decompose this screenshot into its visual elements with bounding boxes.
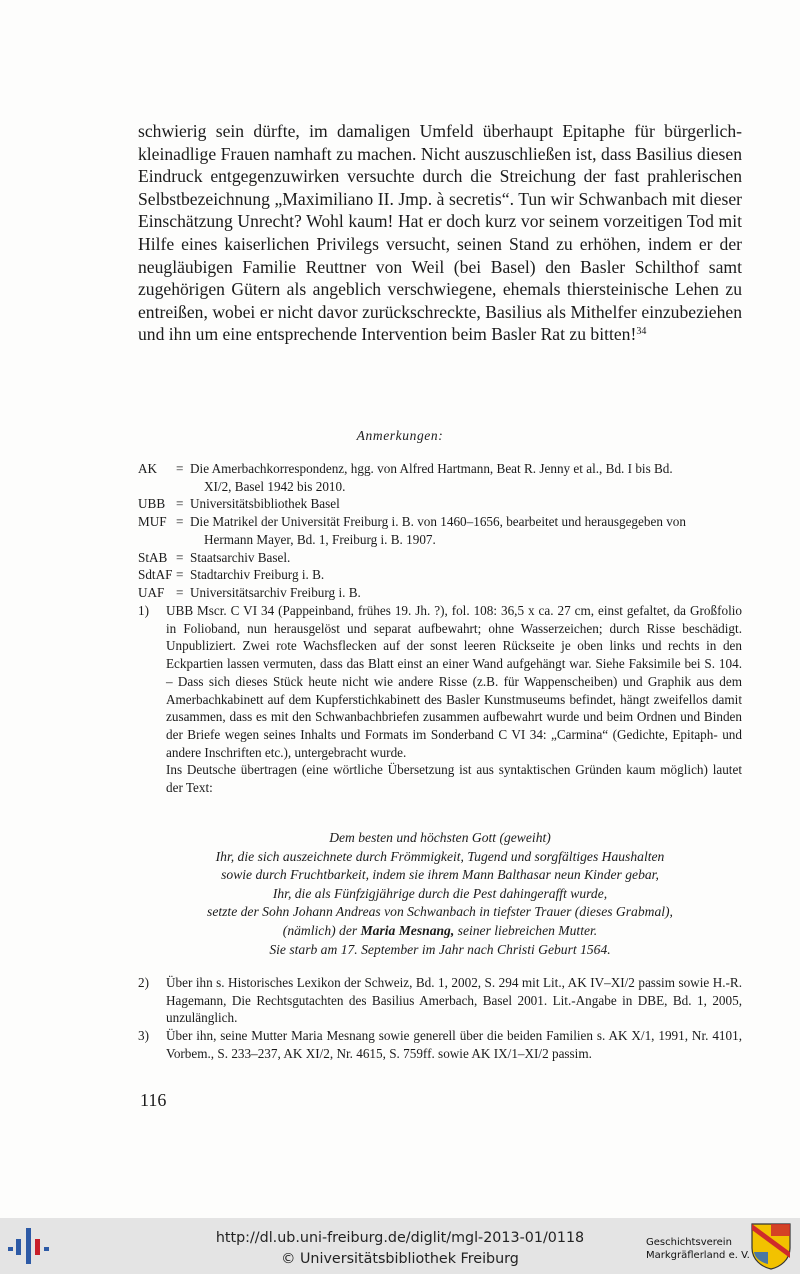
poem-line-text: (nämlich) der (282, 922, 361, 938)
poem-line-text: seiner liebreichen Mutter. (454, 922, 598, 938)
abbreviation-value-line: Die Matrikel der Universität Freiburg i. B. von 1460–1656, bearbeitet und herausgegeben von (190, 514, 686, 530)
poem-line: Ihr, die sich auszeichnete durch Frömmigkeit, Tugend und sorgfältiges Haushalten (215, 848, 665, 864)
abbreviation-key: UAF (138, 584, 165, 600)
abbreviation-value: Stadtarchiv Freiburg i. B. (190, 567, 325, 583)
poem-line: Sie starb am 17. September im Jahr nach Christi Geburt 1564. (269, 941, 611, 957)
poem-line (138, 922, 742, 941)
society-name-line: Geschichtsverein (646, 1237, 732, 1248)
poem-name-emphasis: Maria Mesnang, (360, 922, 455, 938)
note-item (138, 1027, 742, 1062)
abbreviation-value: Staatsarchiv Basel. (190, 549, 291, 565)
equals-sign: = (176, 549, 184, 565)
abbreviation-value (190, 513, 742, 548)
abbreviation-key: SdtAF (138, 567, 173, 583)
equals-sign: = (176, 461, 184, 476)
note-text-main: UBB Mscr. C VI 34 (Pappeinband, frühes 19. Jh. ?), fol. 108: 36,5 x ca. 27 cm, einst gefaltet, da Großfolio in Folioband, nun herausgelöst und separat aufbewahrt; ohne Wasserzeichen; durch Risse beschädigt. Unpubliziert. Zwei rote Wachsflecken auf der sonst leeren Rückseite je oben links und rechts in den Eckpartien lassen vermuten, dass das Blatt einst an einer Wand aufgehängt war. Siehe Faksimile bei S. 104. – Dass sich dieses Stück heute nicht wie andere Risse (z.B. für Wappenscheiben) und Graphik aus dem Amerbachkabinett auf dem Kupferstichkabinett des Basler Kunstmuseums befindet, hängt zweifellos damit zusammen, dass es mit den Schwanbachbriefen zusammen aufbewahrt wurde und beim Ordnen und Binden der Briefe wegen seines Inhalts und Formats im Sonderband C VI 34: „Carmina“ (Gedichte, Epitaph- und andere Inschriften etc.), untergebracht wurde. (166, 603, 742, 760)
note-2 (138, 974, 742, 1027)
abbreviation-row (138, 549, 742, 567)
poem-line: setzte der Sohn Johann Andreas von Schwanbach in tiefster Trauer (dieses Grabmal), (207, 904, 673, 920)
abbreviation-value (190, 460, 742, 495)
equals-sign: = (176, 496, 184, 512)
abbreviation-row (138, 460, 742, 495)
abbreviation-row (138, 513, 742, 548)
note-number: 3) (138, 1028, 149, 1043)
footer-bar (0, 1218, 800, 1274)
note-text (166, 602, 742, 797)
society-name-line: Markgräflerland e. V. (646, 1249, 750, 1261)
note-item (138, 974, 742, 1027)
poem-line: sowie durch Fruchtbarkeit, indem sie ihrem Mann Balthasar neun Kinder gebar, (221, 867, 659, 883)
permalink-url[interactable]: http://dl.ub.uni-freiburg.de/diglit/mgl-2013-01/0118 (215, 1230, 585, 1246)
note-1 (138, 602, 742, 797)
note-text: Über ihn s. Historisches Lexikon der Schweiz, Bd. 1, 2002, S. 294 mit Lit., AK IV–XI/2 passim sowie H.-R. Hagemann, Die Rechtsgutachten des Basilius Amerbach, Basel 2001. Lit.-Angabe in DBE, Bd. 1, 2005, unzulänglich. (166, 975, 742, 1026)
note-item (138, 602, 742, 797)
equals-sign: = (176, 567, 184, 583)
body-paragraph (138, 120, 742, 346)
poem-line: Ihr, die als Fünfzigjährige durch die Pest dahingerafft wurde, (272, 885, 608, 901)
note-number: 1) (138, 603, 149, 618)
footnote-reference[interactable]: 34 (636, 326, 647, 338)
society-name (646, 1237, 750, 1262)
notes-heading: Anmerkungen: (356, 428, 444, 443)
abbreviation-value: Universitätsarchiv Freiburg i. B. (190, 584, 361, 600)
abbreviation-key: AK (138, 461, 158, 476)
abbreviation-key: StAB (138, 549, 168, 565)
copyright-notice: © Universitätsbibliothek Freiburg (281, 1251, 519, 1267)
abbreviation-key: MUF (138, 514, 167, 530)
abbreviation-key: UBB (138, 496, 166, 512)
coat-of-arms-icon (750, 1222, 792, 1270)
abbreviation-row (138, 566, 742, 584)
body-paragraph-text: schwierig sein dürfte, im damaligen Umfeld überhaupt Epitaphe für bürgerlich-kleinadlige Frauen namhaft zu machen. Nicht auszuschließen ist, dass Basilius diesen Eindruck entgegenzuwirken versuchte durch die Streichung der fast prahlerischen Selbstbezeichnung „Maximiliano II. Jmp. à secretis“. Tun wir Schwanbach mit dieser Einschätzung Unrecht? Wohl kaum! Hat er doch kurz vor seinem vorzeitigen Tod mit Hilfe eines kaiserlichen Privilegs versucht, seinen Stand zu erhöhen, indem er der neugläubigen Familie Reuttner von Weil (bei Basel) den Basler Schilthof samt zugehörigen Gütern als angeblich verschwiegene, ehemals thiersteinische Lehen zu entreißen, wobei er nicht davor zurückschreckte, Basilius als Mithelfer einzubeziehen und ihn um eine entsprechende Intervention beim Basler Rat zu bitten! (138, 121, 742, 345)
note-3 (138, 1027, 742, 1062)
note-text-continuation: Ins Deutsche übertragen (eine wörtliche Übersetzung ist aus syntaktischen Gründen kaum möglich) lautet der Text: (166, 762, 742, 796)
abbreviation-row (138, 495, 742, 513)
abbreviation-value-line: Hermann Mayer, Bd. 1, Freiburg i. B. 1907. (204, 531, 436, 547)
abbreviation-value-line: Die Amerbachkorrespondenz, hgg. von Alfred Hartmann, Beat R. Jenny et al., Bd. I bis Bd. (190, 461, 673, 476)
page-number: 116 (140, 1090, 167, 1110)
poem-line: Dem besten und höchsten Gott (geweiht) (329, 830, 551, 845)
note-text: Über ihn, seine Mutter Maria Mesnang sowie generell über die beiden Familien s. AK X/1, 1991, Nr. 4101, Vorbem., S. 233–237, AK XI/2, Nr. 4615, S. 759ff. sowie AK IX/1–XI/2 passim. (166, 1028, 742, 1061)
equals-sign: = (176, 514, 184, 530)
abbreviation-value-line: XI/2, Basel 1942 bis 2010. (204, 478, 346, 494)
epitaph-translation (138, 829, 742, 959)
note-number: 2) (138, 975, 149, 990)
abbreviation-value: Universitätsbibliothek Basel (190, 496, 340, 512)
abbreviation-row (138, 584, 742, 602)
equals-sign: = (176, 584, 184, 600)
abbreviation-list (138, 460, 742, 602)
